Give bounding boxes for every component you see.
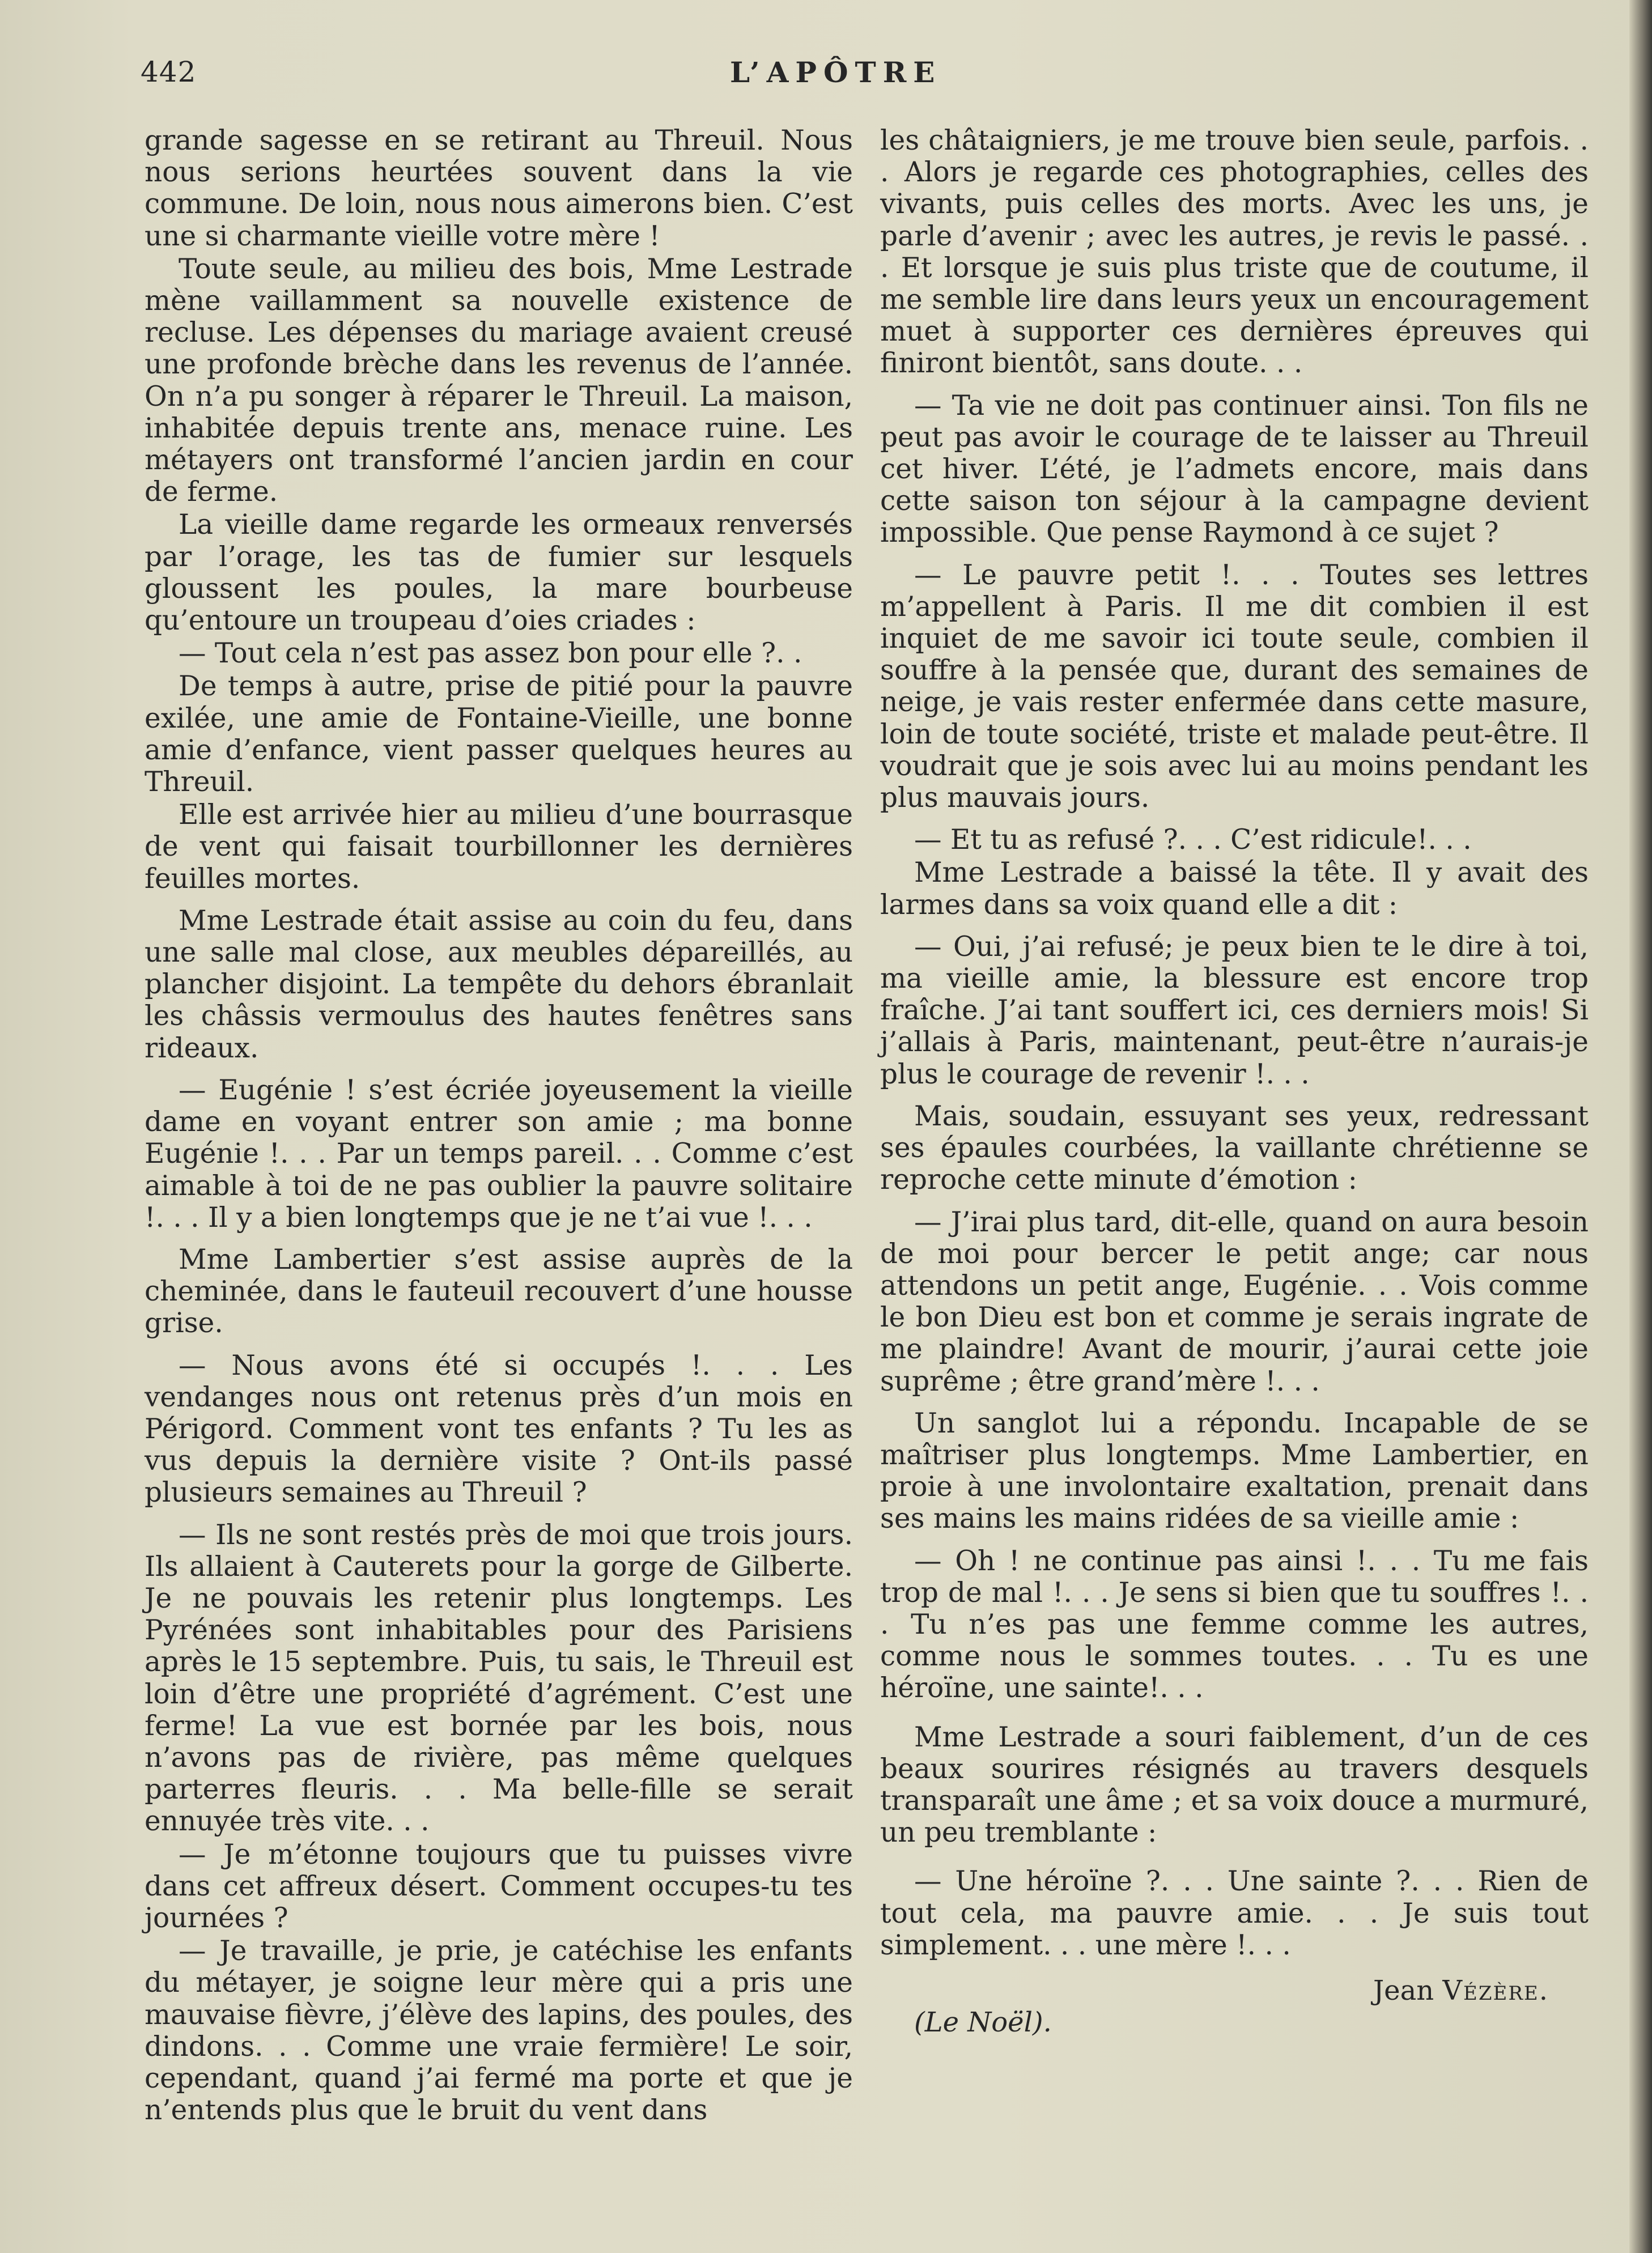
paragraph: Elle est arrivée hier au milieu d’une bourrasque de vent qui faisait tourbillonner les dernières feuilles mortes. bbox=[145, 799, 853, 895]
page-number: 442 bbox=[141, 56, 197, 88]
paragraph: grande sagesse en se retirant au Threuil. Nous nous serions heurtées souvent dans la vie commune. De loin, nous nous aimerons bien. C’est une si charmante vieille votre mère ! bbox=[145, 125, 853, 252]
paragraph: Mme Lambertier s’est assise auprès de la cheminée, dans le fauteuil recouvert d’une housse grise. bbox=[145, 1243, 853, 1340]
left-column bbox=[145, 125, 853, 2127]
paragraph: — Et tu as refusé ?. . . C’est ridicule!. . . bbox=[914, 824, 1472, 856]
paragraph: Mais, soudain, essuyant ses yeux, redressant ses épaules courbées, la vaillante chrétienne se reproche cette minute d’émotion : bbox=[880, 1100, 1589, 1196]
paragraph: — Ta vie ne doit pas continuer ainsi. Ton fils ne peut pas avoir le courage de te laisser au Threuil cet hiver. L’été, je l’admets encore, mais dans cette saison ton séjour à la campagne devient impossible. Que pense Raymond à ce sujet ? bbox=[880, 389, 1589, 549]
paragraph: Mme Lestrade était assise au coin du feu, dans une salle mal close, aux meubles dépareillés, au plancher disjoint. La tempête du dehors ébranlait les châssis vermoulus des hautes fenêtres sans rideaux. bbox=[145, 904, 853, 1064]
running-title: L’APÔTRE bbox=[730, 56, 942, 89]
paragraph: — Oui, j’ai refusé; je peux bien te le dire à toi, ma vieille amie, la blessure est encore trop fraîche. J’ai tant souffert ici, ces derniers mois! Si j’allais à Paris, maintenant, peut-être n’aurais-je plus le courage de revenir !. . . bbox=[880, 930, 1589, 1090]
paragraph: — Ils ne sont restés près de moi que trois jours. Ils allaient à Cauterets pour la gorge de Gilberte. Je ne pouvais les retenir plus longtemps. Les Pyrénées sont inhabitables pour des Parisiens après le 15 septembre. Puis, tu sais, le Threuil est loin d’être une propriété d’agrément. C’est une ferme! La vue est bornée par les bois, nous n’avons pas de rivière, pas même quelques parterres fleuris. . . Ma belle-fille se serait ennuyée très vite. . . bbox=[145, 1519, 853, 1838]
paragraph: Un sanglot lui a répondu. Incapable de se maîtriser plus longtemps. Mme Lambertier, en proie à une involontaire exaltation, prenait dans ses mains les mains ridées de sa vieille amie : bbox=[880, 1407, 1589, 1535]
paragraph: Toute seule, au milieu des bois, Mme Lestrade mène vaillamment sa nouvelle existence de recluse. Les dépenses du mariage avaient creusé une profonde brèche dans les revenus de l’année. On n’a pu songer à réparer le Threuil. La maison, inhabitée depuis trente ans, menace ruine. Les métayers ont transformé l’ancien jardin en cour de ferme. bbox=[145, 253, 853, 508]
paragraph: — J’irai plus tard, dit-elle, quand on aura besoin de moi pour bercer le petit ange; car nous attendons un petit ange, Eugénie. . . Vois comme le bon Dieu est bon et comme je serais ingrate de me plaindre! Avant de mourir, j’aurai cette joie suprême ; être grand’mère !. . . bbox=[880, 1206, 1589, 1397]
paragraph: La vieille dame regarde les ormeaux renversés par l’orage, les tas de fumier sur lesquels gloussent les poules, la mare bourbeuse qu’entoure un troupeau d’oies criades : bbox=[145, 509, 853, 637]
author-signature bbox=[880, 1975, 1589, 2007]
page-header bbox=[141, 56, 1584, 101]
source-citation: (Le Noël). bbox=[914, 2007, 1052, 2039]
author-last-name: Vézère. bbox=[1442, 1974, 1549, 2007]
paragraph: — Tout cela n’est pas assez bon pour elle ?. . bbox=[179, 637, 802, 670]
paragraph: — Eugénie ! s’est écriée joyeusement la vieille dame en voyant entrer son amie ; ma bonne Eugénie !. . . Par un temps pareil. . . Comme c’est aimable à toi de ne pas oublier la pauvre solitaire !. . . Il y a bien longtemps que je ne t’ai vue !. . . bbox=[145, 1074, 853, 1234]
paragraph: — Oh ! ne continue pas ainsi !. . . Tu me fais trop de mal !. . . Je sens si bien que tu souffres !. . . Tu n’es pas une femme comme les autres, comme nous le sommes toutes. . . Tu es une héroïne, une sainte!. . . bbox=[880, 1545, 1589, 1704]
paragraph: Mme Lestrade a souri faiblement, d’un de ces beaux sourires résignés au travers desquels transparaît une âme ; et sa voix douce a murmuré, un peu tremblante : bbox=[880, 1721, 1589, 1849]
paragraph: les châtaigniers, je me trouve bien seule, parfois. . . Alors je regarde ces photographies, celles des vivants, puis celles des morts. Avec les uns, je parle d’avenir ; avec les autres, je revis le passé. . . Et lorsque je suis plus triste que de coutume, il me semble lire dans leurs yeux un encouragement muet à supporter ces dernières épreuves qui finiront bientôt, sans doute. . . bbox=[880, 125, 1589, 380]
paragraph: — Nous avons été si occupés !. . . Les vendanges nous ont retenus près d’un mois en Périgord. Comment vont tes enfants ? Tu les as vus depuis la dernière visite ? Ont-ils passé plusieurs semaines au Threuil ? bbox=[145, 1349, 853, 1509]
paragraph: Mme Lestrade a baissé la tête. Il y avait des larmes dans sa voix quand elle a dit : bbox=[880, 857, 1589, 921]
paragraph: — Le pauvre petit !. . . Toutes ses lettres m’appellent à Paris. Il me dit combien il est inquiet de me savoir ici toute seule, combien il souffre à la pensée que, durant des semaines de neige, je vais rester enfermée dans cette masure, loin de toute société, triste et malade peut-être. Il voudrait que je sois avec lui au moins pendant les plus mauvais jours. bbox=[880, 559, 1589, 814]
paragraph: — Une héroïne ?. . . Une sainte ?. . . Rien de tout cela, ma pauvre amie. . . Je suis tout simplement. . . une mère !. . . bbox=[880, 1865, 1589, 1961]
right-column bbox=[880, 125, 1589, 2039]
book-binding-edge bbox=[1629, 0, 1652, 2253]
paragraph: — Je travaille, je prie, je catéchise les enfants du métayer, je soigne leur mère qui a pris une mauvaise fièvre, j’élève des lapins, des poules, des dindons. . . Comme une vraie fermière! Le soir, cependant, quand j’ai fermé ma porte et que je n’entends plus que le bruit du vent dans bbox=[145, 1935, 853, 2127]
paragraph: De temps à autre, prise de pitié pour la pauvre exilée, une amie de Fontaine-Vieille, une bonne amie d’enfance, vient passer quelques heures au Threuil. bbox=[145, 670, 853, 798]
paragraph: — Je m’étonne toujours que tu puisses vivre dans cet affreux désert. Comment occupes-tu tes journées ? bbox=[145, 1838, 853, 1934]
author-first-name: Jean bbox=[1373, 1974, 1434, 2007]
